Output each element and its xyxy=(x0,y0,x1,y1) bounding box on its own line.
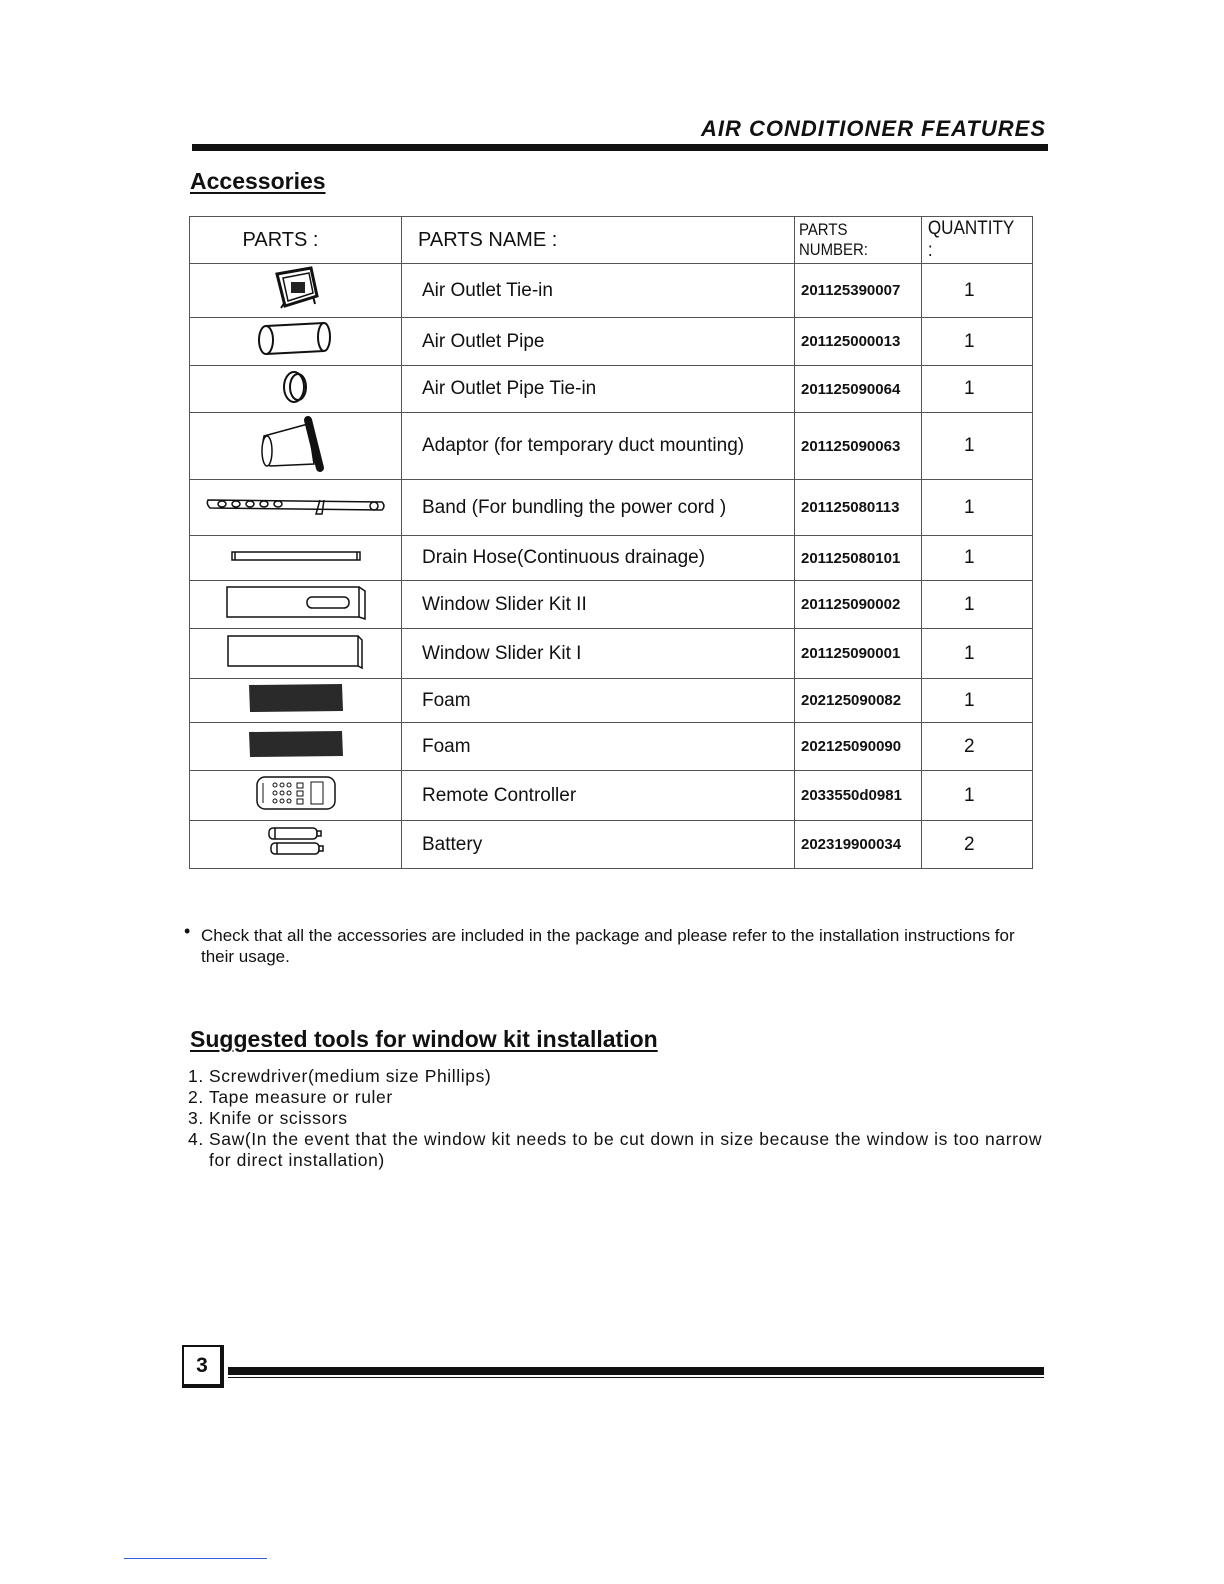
part-name: Foam xyxy=(402,723,795,771)
item-text: Saw(In the event that the window kit needs to be cut down in size because the window is too narrow for direct installation) xyxy=(209,1129,1043,1170)
note-text: Check that all the accessories are included in the package and please refer to the installation instructions for their usage. xyxy=(201,926,1015,966)
part-name: Foam xyxy=(402,679,795,723)
table-row xyxy=(190,536,1033,581)
part-quantity: 1 xyxy=(922,771,1033,821)
part-name: Air Outlet Pipe xyxy=(402,318,795,366)
accessories-table xyxy=(189,216,1033,869)
column-header-name: PARTS NAME : xyxy=(402,217,795,264)
table-row xyxy=(190,821,1033,869)
item-text: Screwdriver(medium size Phillips) xyxy=(209,1066,492,1086)
part-name: Window Slider Kit II xyxy=(402,581,795,629)
battery-icon xyxy=(263,825,329,864)
part-number: 201125090002 xyxy=(795,581,922,629)
table-row xyxy=(190,581,1033,629)
footer-rule xyxy=(228,1367,1044,1375)
part-quantity: 2 xyxy=(922,723,1033,771)
part-name: Drain Hose(Continuous drainage) xyxy=(402,536,795,581)
part-name: Air Outlet Pipe Tie-in xyxy=(402,366,795,413)
band-icon xyxy=(204,494,388,521)
section-header-title: AIR CONDITIONER FEATURES xyxy=(700,116,1046,141)
window-slider-kit-2-icon xyxy=(225,583,367,626)
part-number: 201125000013 xyxy=(795,318,922,366)
part-quantity: 1 xyxy=(922,264,1033,318)
column-header-number: PARTS NUMBER: xyxy=(795,217,907,264)
page-number: 3 xyxy=(182,1345,224,1388)
table-row xyxy=(190,771,1033,821)
table-row xyxy=(190,413,1033,480)
list-item xyxy=(188,1129,1048,1171)
part-quantity: 1 xyxy=(922,413,1033,480)
air-outlet-tie-in-icon xyxy=(271,266,321,315)
item-number: 4. xyxy=(188,1129,204,1149)
table-row xyxy=(190,318,1033,366)
drain-hose-icon xyxy=(229,549,363,568)
item-number: 1. xyxy=(188,1066,204,1086)
part-name: Adaptor (for temporary duct mounting) xyxy=(402,413,795,480)
accessories-note xyxy=(184,921,1044,967)
part-name: Window Slider Kit I xyxy=(402,629,795,679)
part-number: 201125080101 xyxy=(795,536,922,581)
part-number: 201125090064 xyxy=(795,366,922,413)
table-row xyxy=(190,264,1033,318)
part-number: 201125090063 xyxy=(795,413,922,480)
part-number: 202319900034 xyxy=(795,821,922,869)
adaptor-icon xyxy=(258,414,334,479)
part-number: 2033550d0981 xyxy=(795,771,922,821)
table-header-row xyxy=(190,217,1033,264)
part-name: Remote Controller xyxy=(402,771,795,821)
item-number: 3. xyxy=(188,1108,204,1128)
part-name: Air Outlet Tie-in xyxy=(402,264,795,318)
part-quantity: 1 xyxy=(922,536,1033,581)
part-quantity: 1 xyxy=(922,480,1033,536)
bullet-icon: • xyxy=(184,921,191,941)
part-quantity: 1 xyxy=(922,318,1033,366)
part-number: 202125090082 xyxy=(795,679,922,723)
part-name: Band (For bundling the power cord ) xyxy=(402,480,795,536)
link-underline xyxy=(124,1558,267,1559)
tools-title: Suggested tools for window kit installation xyxy=(190,1026,658,1052)
item-text: Tape measure or ruler xyxy=(209,1087,393,1107)
part-number: 202125090090 xyxy=(795,723,922,771)
list-item xyxy=(188,1087,1048,1108)
part-quantity: 2 xyxy=(922,821,1033,869)
foam-icon xyxy=(246,682,346,719)
item-number: 2. xyxy=(188,1087,204,1107)
table-row xyxy=(190,480,1033,536)
foam-icon xyxy=(246,728,346,765)
accessories-title: Accessories xyxy=(190,168,326,194)
window-slider-kit-1-icon xyxy=(226,632,366,675)
part-number: 201125390007 xyxy=(795,264,922,318)
part-quantity: 1 xyxy=(922,366,1033,413)
part-quantity: 1 xyxy=(922,629,1033,679)
table-row xyxy=(190,679,1033,723)
air-outlet-pipe-icon xyxy=(256,319,336,364)
list-item xyxy=(188,1066,1048,1087)
tools-list xyxy=(188,1066,1048,1171)
remote-controller-icon xyxy=(255,775,337,816)
table-row xyxy=(190,629,1033,679)
table-row xyxy=(190,366,1033,413)
part-quantity: 1 xyxy=(922,679,1033,723)
part-name: Battery xyxy=(402,821,795,869)
pipe-tie-in-ring-icon xyxy=(281,369,311,410)
table-row xyxy=(190,723,1033,771)
part-number: 201125090001 xyxy=(795,629,922,679)
column-header-parts: PARTS : xyxy=(190,217,402,264)
header-rule xyxy=(192,144,1048,151)
part-quantity: 1 xyxy=(922,581,1033,629)
list-item xyxy=(188,1108,1048,1129)
column-header-quantity: QUANTITY : xyxy=(922,217,1022,264)
part-number: 201125080113 xyxy=(795,480,922,536)
footer-thin-rule xyxy=(228,1377,1044,1378)
item-text: Knife or scissors xyxy=(209,1108,348,1128)
